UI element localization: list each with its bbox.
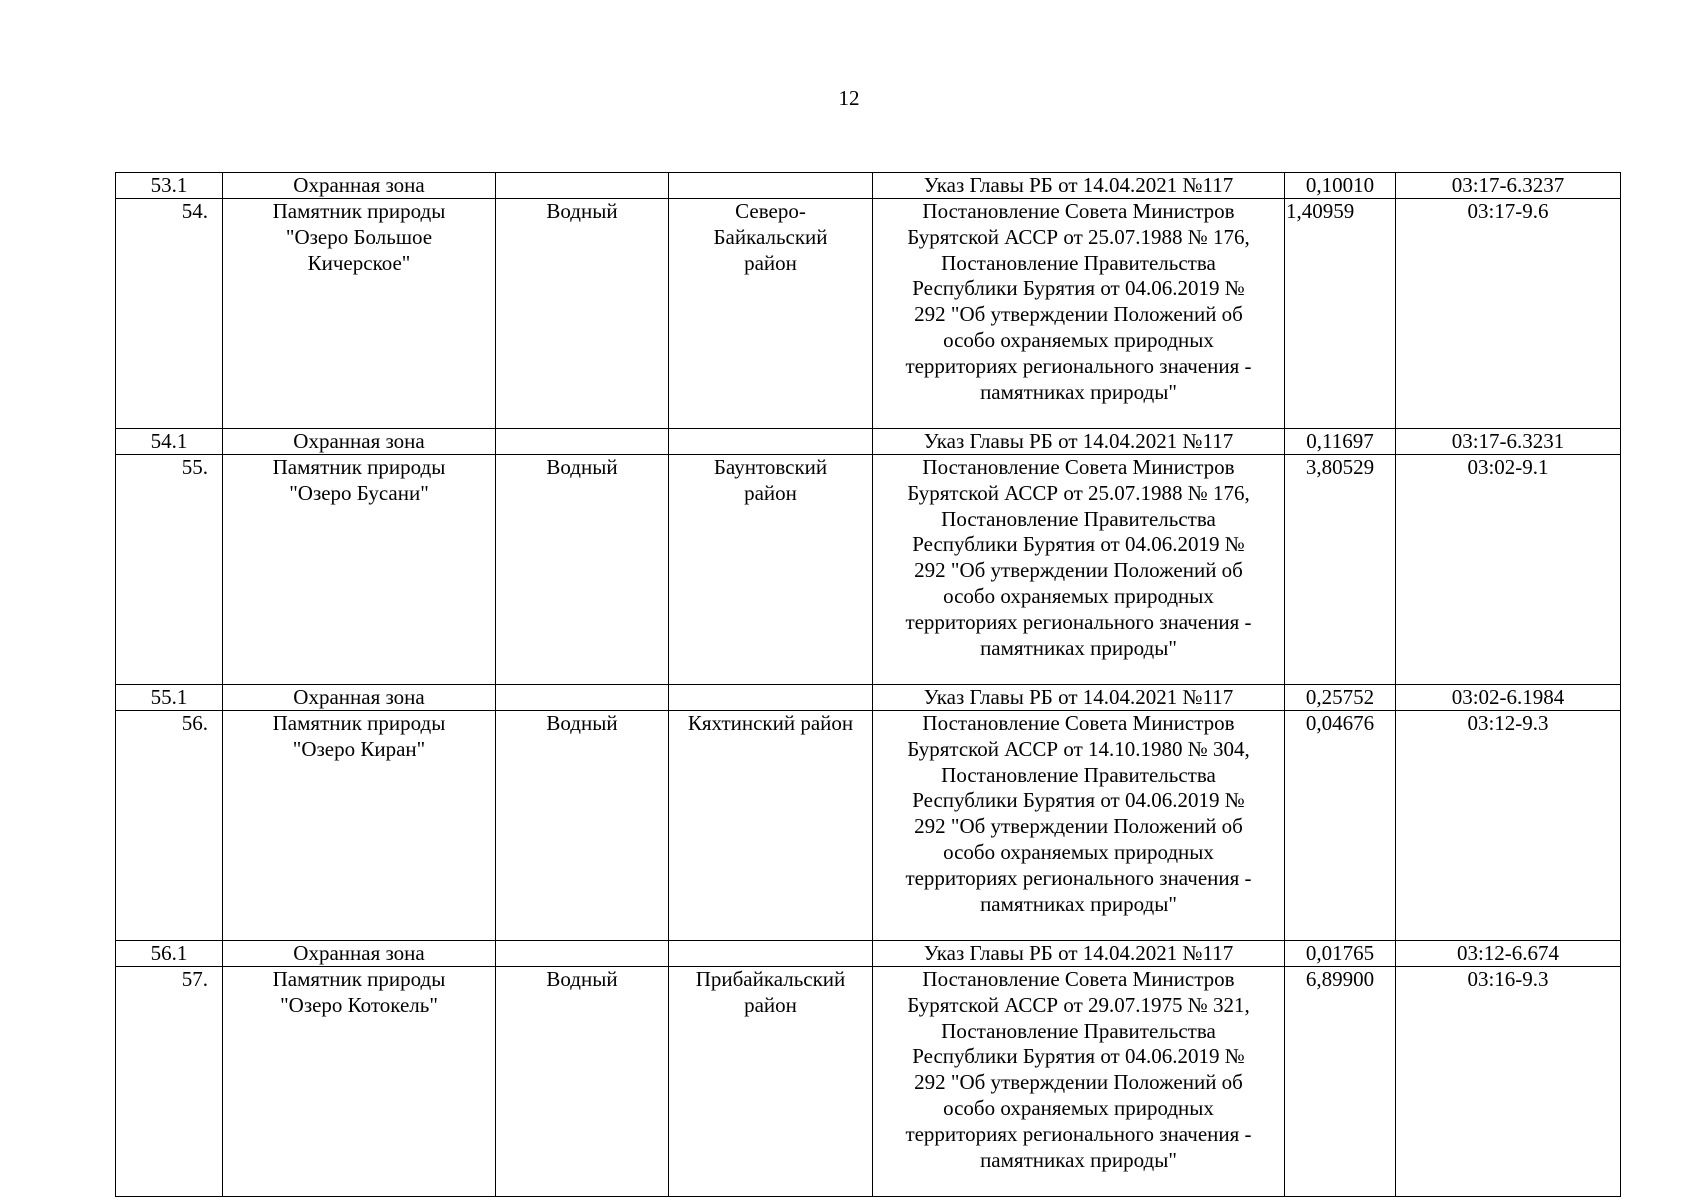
registry-code-cell: 03:17-6.3237 — [1396, 173, 1621, 199]
registry-code-cell: 03:02-9.1 — [1396, 455, 1621, 685]
object-name-cell-line: Памятник природы — [272, 967, 446, 991]
object-name-cell-line: Памятник природы — [272, 711, 446, 735]
district-cell-line: район — [744, 250, 797, 275]
legal-document-cell-line: памятниках природы" — [980, 1147, 1177, 1172]
legal-document-cell — [873, 429, 1285, 455]
legal-document-cell-line: памятниках природы" — [980, 635, 1177, 660]
table-row-nature-monument — [116, 711, 1621, 941]
legal-document-cell — [873, 967, 1285, 1197]
district-cell-line: Баунтовский — [713, 455, 828, 479]
profile-cell: Водный — [496, 199, 669, 429]
object-name-cell — [223, 455, 496, 685]
profile-cell: Водный — [496, 711, 669, 941]
legal-document-cell-line: Бурятской АССР от 29.07.1975 № 321, — [907, 992, 1250, 1017]
district-cell-line: район — [744, 992, 797, 1017]
legal-document-cell — [873, 941, 1285, 967]
legal-document-cell — [873, 685, 1285, 711]
legal-document-cell-line: территориях регионального значения - — [905, 353, 1252, 378]
legal-document-cell-line: территориях регионального значения - — [905, 609, 1252, 634]
legal-document-cell — [873, 199, 1285, 429]
object-name-cell-line: Охранная зона — [293, 941, 425, 965]
table-row-nature-monument — [116, 967, 1621, 1197]
row-number-cell: 55. — [116, 455, 223, 685]
legal-document-cell-line: памятниках природы" — [980, 379, 1177, 404]
area-cell: 0,10010 — [1285, 173, 1396, 199]
legal-document-cell-line: особо охраняемых природных — [943, 583, 1214, 608]
legal-document-cell-line: Республики Бурятия от 04.06.2019 № — [912, 276, 1245, 301]
row-number-cell: 56.1 — [116, 941, 223, 967]
object-name-cell — [223, 711, 496, 941]
table-row-nature-monument — [116, 455, 1621, 685]
profile-cell: Водный — [496, 455, 669, 685]
object-name-cell-line: "Озеро Киран" — [292, 736, 426, 761]
district-cell — [669, 173, 873, 199]
legal-document-cell — [873, 455, 1285, 685]
registry-code-cell: 03:16-9.3 — [1396, 967, 1621, 1197]
legal-document-cell-line: 292 "Об утверждении Положений об — [914, 814, 1243, 839]
object-name-cell — [223, 941, 496, 967]
legal-document-cell-line: Постановление Совета Министров — [922, 199, 1235, 223]
district-cell — [669, 685, 873, 711]
district-cell — [669, 199, 873, 429]
object-name-cell-line: Охранная зона — [293, 685, 425, 709]
object-name-cell-line: Памятник природы — [272, 199, 446, 223]
profile-cell — [496, 429, 669, 455]
object-name-cell-line: "Озеро Большое — [285, 224, 433, 249]
legal-document-cell-line: Постановление Правительства — [941, 250, 1216, 275]
district-cell-line: район — [744, 480, 797, 505]
registry-code-cell: 03:12-9.3 — [1396, 711, 1621, 941]
table-row-protection-zone — [116, 685, 1621, 711]
legal-document-cell-line: территориях регионального значения - — [905, 1121, 1252, 1146]
table-body — [116, 173, 1621, 1197]
table-row-protection-zone — [116, 429, 1621, 455]
object-name-cell — [223, 685, 496, 711]
object-name-cell-line: Охранная зона — [293, 429, 425, 453]
object-name-cell-line: "Озеро Котокель" — [280, 992, 438, 1017]
object-name-cell — [223, 429, 496, 455]
row-number-cell: 53.1 — [116, 173, 223, 199]
object-name-cell-line: Кичерское" — [307, 250, 411, 275]
legal-document-cell-line: 292 "Об утверждении Положений об — [914, 1070, 1243, 1095]
district-cell — [669, 941, 873, 967]
district-cell — [669, 711, 873, 941]
profile-cell: Водный — [496, 967, 669, 1197]
legal-document-cell-line: территориях регионального значения - — [905, 865, 1252, 890]
legal-document-cell-line: Постановление Правительства — [941, 762, 1216, 787]
legal-document-cell-line: Республики Бурятия от 04.06.2019 № — [912, 532, 1245, 557]
district-cell-line: Северо- — [735, 199, 806, 223]
registry-code-cell: 03:17-6.3231 — [1396, 429, 1621, 455]
row-number-cell: 55.1 — [116, 685, 223, 711]
legal-document-cell-line: Указ Главы РБ от 14.04.2021 №117 — [923, 429, 1234, 453]
district-cell — [669, 455, 873, 685]
legal-document-cell-line: особо охраняемых природных — [943, 1095, 1214, 1120]
legal-document-cell-line: особо охраняемых природных — [943, 839, 1214, 864]
legal-document-cell-line: Республики Бурятия от 04.06.2019 № — [912, 1044, 1245, 1069]
legal-document-cell-line: 292 "Об утверждении Положений об — [914, 558, 1243, 583]
registry-code-cell: 03:02-6.1984 — [1396, 685, 1621, 711]
area-cell: 0,25752 — [1285, 685, 1396, 711]
legal-document-cell — [873, 711, 1285, 941]
row-number-cell: 54. — [116, 199, 223, 429]
profile-cell — [496, 173, 669, 199]
legal-document-cell-line: Постановление Совета Министров — [922, 455, 1235, 479]
table-row-protection-zone — [116, 173, 1621, 199]
district-cell-line: Прибайкальский — [695, 967, 846, 991]
legal-document-cell-line: Постановление Правительства — [941, 1018, 1216, 1043]
protected-areas-table — [115, 172, 1621, 1197]
profile-cell — [496, 685, 669, 711]
table-row-nature-monument — [116, 199, 1621, 429]
legal-document-cell-line: памятниках природы" — [980, 891, 1177, 916]
area-cell: 1,40959 — [1285, 199, 1396, 429]
row-number-cell: 54.1 — [116, 429, 223, 455]
object-name-cell-line: Охранная зона — [293, 173, 425, 197]
object-name-cell-line: "Озеро Бусани" — [289, 480, 429, 505]
object-name-cell — [223, 173, 496, 199]
legal-document-cell-line: особо охраняемых природных — [943, 327, 1214, 352]
legal-document-cell-line: Указ Главы РБ от 14.04.2021 №117 — [923, 173, 1234, 197]
profile-cell — [496, 941, 669, 967]
registry-code-cell: 03:12-6.674 — [1396, 941, 1621, 967]
district-cell-line: Кяхтинский район — [687, 711, 854, 735]
legal-document-cell-line: Постановление Правительства — [941, 506, 1216, 531]
district-cell-line: Байкальский — [713, 224, 828, 249]
legal-document-cell-line: Постановление Совета Министров — [922, 711, 1235, 735]
area-cell: 6,89900 — [1285, 967, 1396, 1197]
legal-document-cell-line: Бурятской АССР от 14.10.1980 № 304, — [907, 736, 1250, 761]
legal-document-cell-line: Указ Главы РБ от 14.04.2021 №117 — [923, 685, 1234, 709]
legal-document-cell-line: 292 "Об утверждении Положений об — [914, 302, 1243, 327]
legal-document-cell — [873, 173, 1285, 199]
registry-code-cell: 03:17-9.6 — [1396, 199, 1621, 429]
row-number-cell: 57. — [116, 967, 223, 1197]
legal-document-cell-line: Указ Главы РБ от 14.04.2021 №117 — [923, 941, 1234, 965]
area-cell: 3,80529 — [1285, 455, 1396, 685]
object-name-cell — [223, 967, 496, 1197]
page-number: 12 — [838, 86, 860, 110]
table-row-protection-zone — [116, 941, 1621, 967]
area-cell: 0,11697 — [1285, 429, 1396, 455]
row-number-cell: 56. — [116, 711, 223, 941]
area-cell: 0,04676 — [1285, 711, 1396, 941]
legal-document-cell-line: Бурятской АССР от 25.07.1988 № 176, — [907, 224, 1250, 249]
legal-document-cell-line: Постановление Совета Министров — [922, 967, 1235, 991]
legal-document-cell-line: Бурятской АССР от 25.07.1988 № 176, — [907, 480, 1250, 505]
object-name-cell — [223, 199, 496, 429]
area-cell: 0,01765 — [1285, 941, 1396, 967]
district-cell — [669, 429, 873, 455]
legal-document-cell-line: Республики Бурятия от 04.06.2019 № — [912, 788, 1245, 813]
district-cell — [669, 967, 873, 1197]
object-name-cell-line: Памятник природы — [272, 455, 446, 479]
